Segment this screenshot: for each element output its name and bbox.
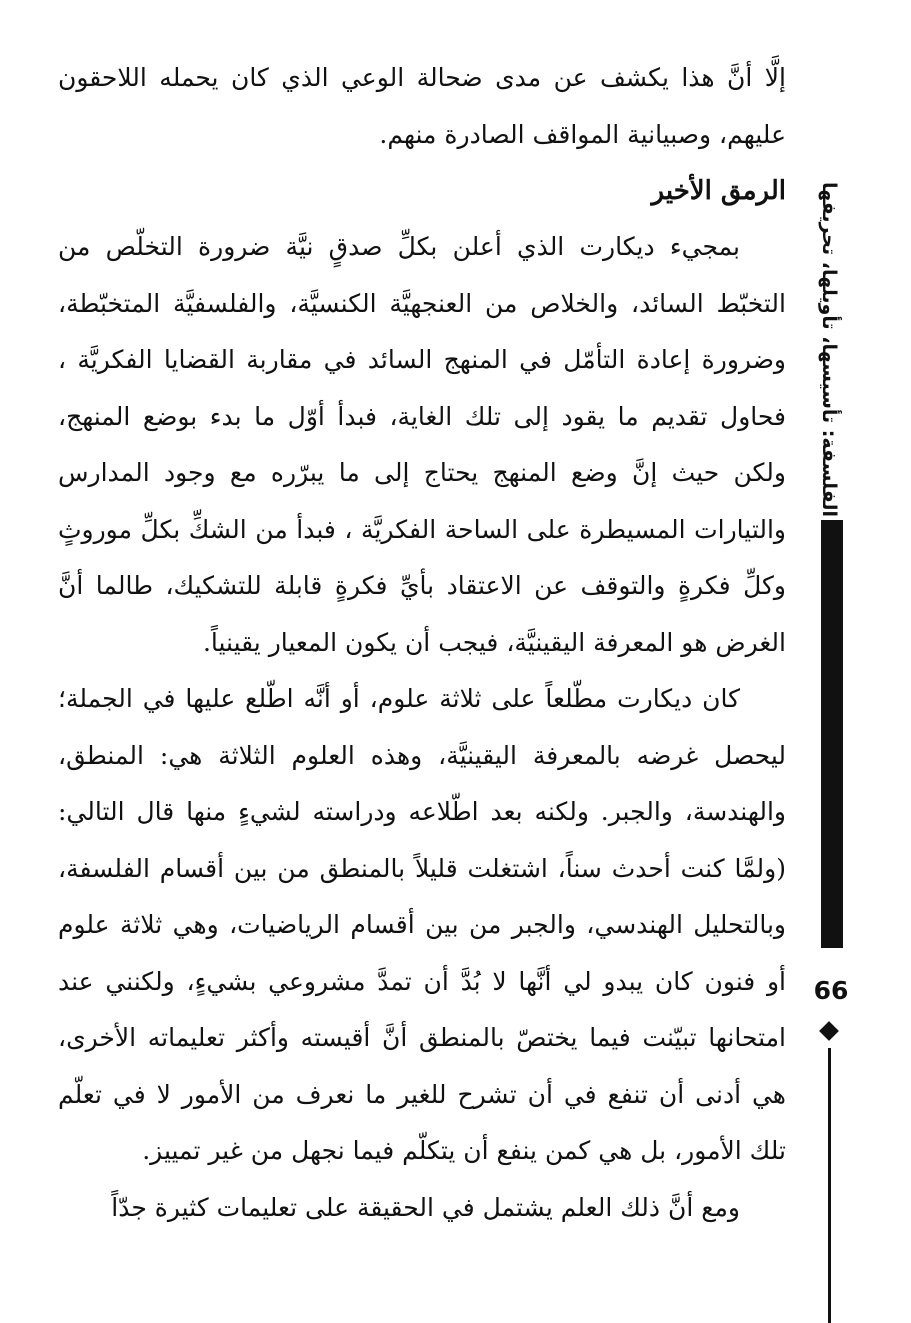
section-heading: الرمق الأخير [651,176,786,206]
body-text-column [58,50,786,1236]
paragraph-3: ومع أنَّ ذلك العلم يشتمل في الحقيقة على تعليمات كثيرة جدّاً [111,1192,740,1222]
diamond-icon [819,1021,839,1041]
running-title-text: الفلسفة: تأسيسها، تأويلها، تحريفها [818,181,840,517]
paragraph-2: كان ديكارت مطّلعاً على ثلاثة علوم، أو أنَّه اطّلع عليها في الجملة؛ ليحصل غرضه بالمعرفة اليقينيَّة، وهذه العلوم الثلاثة هي: المنطق، والهندسة، والجبر. ولكنه بعد اطّلاعه ودراسته لشيءٍ منها قال التالي: (ولمَّا كنت أحدث سناً، اشتغلت قليلاً بالمنطق من بين أقسام الفلسفة، وبالتحليل الهندسي، والجبر من بين أقسام الرياضيات، وهي ثلاثة علوم أو فنون كان يبدو لي أنَّها لا بُدَّ أن تمدَّ مشروعي بشيءٍ، ولكنني عند امتحانها تبيّنت فيما يختصّ بالمنطق أنَّ أقيسته وأكثر تعليماته الأخرى، هي أدنى أن تنفع في أن تشرح للغير ما نعرف من الأمور لا في تعلّم تلك الأمور، بل هي كمن ينفع أن يتكلّم فيما نجهل من غير تمييز. [58,684,786,1165]
page-number: 66 [813,976,849,1005]
paragraph-1: بمجيء ديكارت الذي أعلن بكلِّ صدقٍ نيَّة ضرورة التخلّص من التخبّط السائد، والخلاص من العنجهيَّة الكنسيَّة، والفلسفيَّة المتخبّطة، وضرورة إعادة التأمّل في المنهج السائد في مقاربة القضايا الفكريَّة ، فحاول تقديم ما يقود إلى تلك الغاية، فبدأ أوّل ما بدء بوضع المنهج، ولكن حيث إنَّ وضع المنهج يحتاج إلى ما يبرّره مع وجود المدارس والتيارات المسيطرة على الساحة الفكريَّة ، فبدأ من الشكِّ بكلِّ موروثٍ وكلِّ فكرةٍ والتوقف عن الاعتقاد بأيِّ فكرةٍ قابلة للتشكيك، طالما أنَّ الغرض هو المعرفة اليقينيَّة، فيجب أن يكون المعيار يقينياً. [58,232,786,657]
margin-bar [821,520,843,948]
running-title [814,181,844,517]
margin-rule [828,1048,831,1323]
opening-paragraph: إلَّا أنَّ هذا يكشف عن مدى ضحالة الوعي الذي كان يحمله اللاحقون عليهم، وصبيانية المواقف الصادرة منهم. [58,63,786,149]
